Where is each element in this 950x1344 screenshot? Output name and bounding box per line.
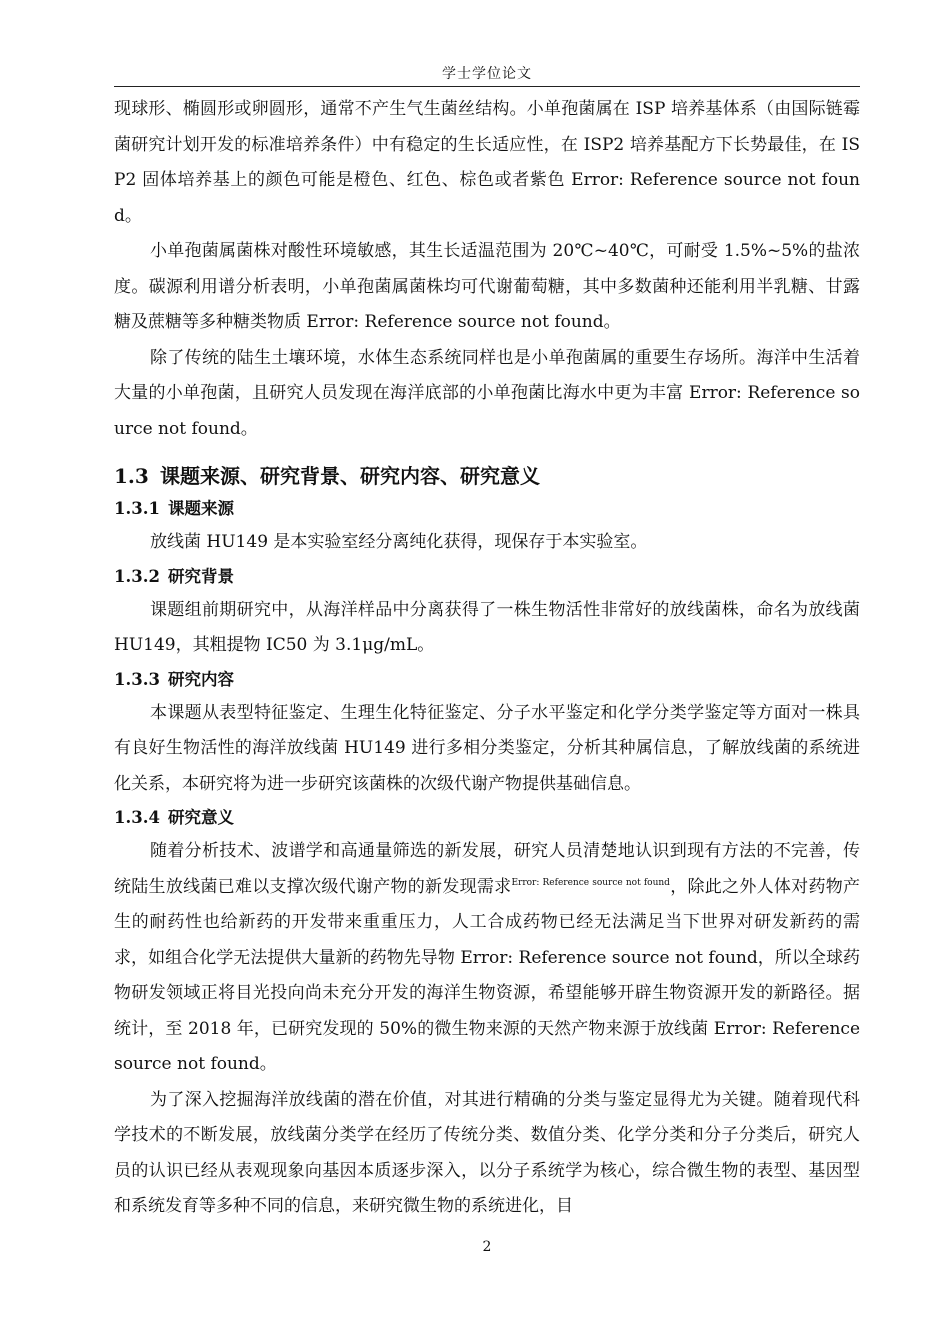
subsection-title: 研究意义 xyxy=(168,808,234,827)
page-content xyxy=(114,92,860,1225)
reference-superscript: Error: Reference source not found xyxy=(511,877,670,888)
subsection-number: 1.3.1 xyxy=(114,499,160,518)
paragraph-continued: 现球形、椭圆形或卵圆形，通常不产生气生菌丝结构。小单孢菌属在 ISP 培养基体系（由国际链霉菌研究计划开发的标准培养条件）中有稳定的生长适应性，在 ISP2 培养基配方下长势最佳，在 ISP2 固体培养基上的颜色可能是橙色、红色、棕色或者紫色 Error: Reference source not found。 xyxy=(114,99,860,226)
subsection-number: 1.3.2 xyxy=(114,566,160,586)
paragraph-topic-source: 放线菌 HU149 是本实验室经分离纯化获得，现保存于本实验室。 xyxy=(150,532,648,552)
section-heading-1-3 xyxy=(114,461,860,491)
significance-text-after: ，除此之外人体对药物产生的耐药性也给新药的开发带来重重压力，人工合成药物已经无法满足当下世界对研发新药的需求，如组合化学无法提供大量新的药物先导物 Error: Reference source not found，所以全球药物研发领域正将目光投向尚未充分开发的海洋生物资源，希望能够开辟生物资源开发的新路径。据统计，至 2018 年，已研究发现的 50%的微生物来源的天然产物来源于放线菌 Error: Reference source not found。 xyxy=(114,876,861,1074)
paragraph-classification-importance: 为了深入挖掘海洋放线菌的潜在价值，对其进行精确的分类与鉴定显得尤为关键。随着现代科学技术的不断发展，放线菌分类学在经历了传统分类、数值分类、化学分类和分子分类后，研究人员的认识已经从表观现象向基因本质逐步深入，以分子系统学为核心，综合微生物的表型、基因型和系统发育等多种不同的信息，来研究微生物的系统进化，目 xyxy=(114,1089,860,1216)
header-rule xyxy=(114,86,860,87)
subsection-title: 研究背景 xyxy=(168,566,234,586)
subsection-title: 研究内容 xyxy=(168,669,234,689)
paragraph-acid-sensitivity: 小单孢菌属菌株对酸性环境敏感，其生长适温范围为 20℃~40℃，可耐受 1.5%~5%的盐浓度。碳源利用谱分析表明，小单孢菌属菌株均可代谢葡萄糖，其中多数菌种还能利用半乳糖、甘露糖及蔗糖等多种糖类物质 Error: Reference source not found。 xyxy=(114,241,860,332)
paragraph-research-significance xyxy=(114,834,860,1083)
subsection-heading-1-3-4 xyxy=(114,806,860,830)
section-number: 1.3 xyxy=(114,464,149,488)
section-title: 课题来源、研究背景、研究内容、研究意义 xyxy=(160,464,540,488)
page-number: 2 xyxy=(482,1239,492,1255)
paragraph-research-content: 本课题从表型特征鉴定、生理生化特征鉴定、分子水平鉴定和化学分类学鉴定等方面对一株具有良好生物活性的海洋放线菌 HU149 进行多相分类鉴定，分析其种属信息，了解放线菌的系统进化关系，本研究将为进一步研究该菌株的次级代谢产物提供基础信息。 xyxy=(114,702,860,794)
paragraph-marine-habitat: 除了传统的陆生土壤环境，水体生态系统同样也是小单孢菌属的重要生存场所。海洋中生活着大量的小单孢菌，且研究人员发现在海洋底部的小单孢菌比海水中更为丰富 Error: Reference source not found。 xyxy=(114,347,860,439)
subsection-heading-1-3-2 xyxy=(114,565,860,589)
subsection-title: 课题来源 xyxy=(168,499,234,518)
subsection-number: 1.3.3 xyxy=(114,669,160,689)
paragraph-research-background: 课题组前期研究中，从海洋样品中分离获得了一株生物活性非常好的放线菌株，命名为放线菌 HU149，其粗提物 IC50 为 3.1μg/mL。 xyxy=(114,599,860,655)
subsection-heading-1-3-3 xyxy=(114,668,860,692)
significance-text-before: 随着分析技术、波谱学和高通量筛选的新发展，研究人员清楚地认识到现有方法的不完善，传统陆生放线菌已难以支撑次级代谢产物的新发现需求 xyxy=(114,841,860,897)
subsection-number: 1.3.4 xyxy=(114,808,160,827)
subsection-heading-1-3-1 xyxy=(114,497,860,521)
running-header: 学士学位论文 xyxy=(442,66,532,82)
